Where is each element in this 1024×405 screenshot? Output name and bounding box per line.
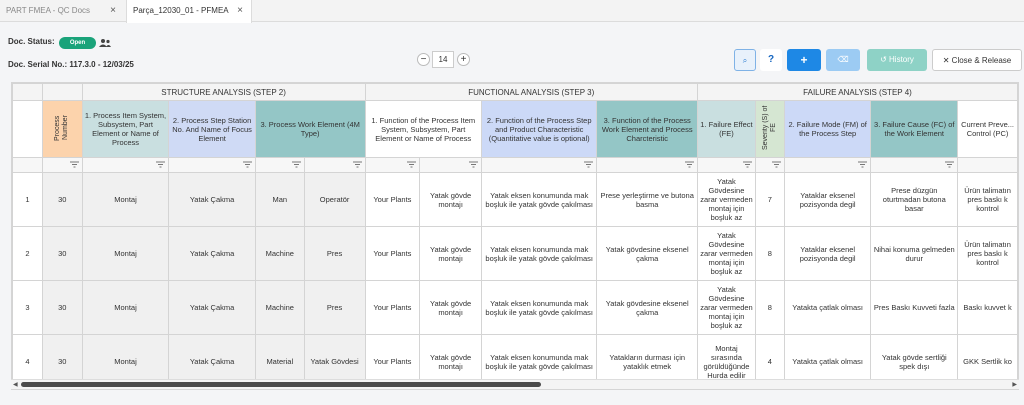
group-cell-empty (13, 84, 43, 101)
function-item-cell[interactable]: Your Plants (365, 227, 420, 281)
filter-cell[interactable] (365, 158, 420, 173)
process-item-cell[interactable]: Montaj (82, 173, 169, 227)
filter-cell[interactable] (169, 158, 256, 173)
filter-icon (353, 161, 362, 168)
row-index: 3 (13, 281, 43, 335)
status-badge[interactable] (59, 37, 96, 49)
work-element-cell[interactable]: Pres (304, 227, 365, 281)
group-failure-analysis: FAILURE ANALYSIS (STEP 4) (697, 84, 1017, 101)
table-row[interactable] (13, 281, 1018, 335)
tab-part-fmea[interactable] (0, 0, 124, 22)
group-structure-analysis: STRUCTURE ANALYSIS (STEP 2) (82, 84, 365, 101)
failure-mode-cell[interactable]: Yatakta çatlak olması (784, 281, 871, 335)
function-item-detail-cell[interactable]: Yatak gövde montajı (420, 335, 482, 389)
row-index: 2 (13, 227, 43, 281)
function-step-cell[interactable]: Yatak eksen konumunda mak boşluk ile yatak gövde çakılması (481, 281, 596, 335)
tab-pfmea[interactable] (126, 0, 252, 23)
eraser-icon: ⌫ (837, 55, 849, 64)
failure-cause-cell[interactable]: Yatak gövde sertliği spek dışı (871, 335, 958, 389)
failure-effect-cell[interactable]: Yatak Gövdesine zarar vermeden montaj için boşluk az (697, 227, 755, 281)
function-item-cell[interactable]: Your Plants (365, 173, 420, 227)
process-item-cell[interactable]: Montaj (82, 227, 169, 281)
filter-cell (13, 158, 43, 173)
filter-icon (70, 161, 79, 168)
scroll-right-icon[interactable]: ▶ (1012, 382, 1017, 388)
header-function-step[interactable]: 2. Function of the Process Step and Product Characteristic (Quantitative value is optional) (481, 101, 596, 158)
function-item-cell[interactable]: Your Plants (365, 281, 420, 335)
prevention-control-cell[interactable]: Ürün talimatın pres baskı k kontrol (958, 227, 1018, 281)
process-step-cell[interactable]: Yatak Çakma (169, 281, 256, 335)
filter-cell[interactable] (42, 158, 82, 173)
function-work-element-cell[interactable]: Prese yerleştirme ve butona basma (597, 173, 698, 227)
filter-icon (685, 161, 694, 168)
filter-icon (945, 161, 954, 168)
row-index: 1 (13, 173, 43, 227)
function-work-element-cell[interactable]: Yatakların durması için yataklık etmek (597, 335, 698, 389)
function-step-cell[interactable]: Yatak eksen konumunda mak boşluk ile yatak gövde çakılması (481, 173, 596, 227)
header-failure-effect[interactable]: 1. Failure Effect (FE) (697, 101, 755, 158)
header-prevention-control[interactable]: Current Preve... Control (PC) (958, 101, 1018, 158)
severity-cell[interactable]: 8 (755, 227, 784, 281)
filter-cell[interactable] (420, 158, 482, 173)
group-cell-empty (42, 84, 82, 101)
close-icon[interactable]: × (237, 5, 243, 16)
filter-cell[interactable] (871, 158, 958, 173)
process-step-cell[interactable]: Yatak Çakma (169, 335, 256, 389)
severity-cell[interactable]: 7 (755, 173, 784, 227)
filter-cell[interactable] (481, 158, 596, 173)
header-severity[interactable] (755, 101, 784, 158)
failure-cause-cell[interactable]: Prese düzgün oturtmadan butona basar (871, 173, 958, 227)
prevention-control-cell[interactable]: Ürün talimatın pres baskı k kontrol (958, 173, 1018, 227)
header-failure-mode[interactable]: 2. Failure Mode (FM) of the Process Step (784, 101, 871, 158)
scrollbar-thumb[interactable] (21, 382, 541, 387)
header-label: Process Number (54, 115, 70, 141)
header-process-number[interactable] (42, 101, 82, 158)
tab-label: PART FMEA - QC Docs (6, 6, 91, 15)
header-function-item[interactable]: 1. Function of the Process Item System, Subsystem, Part Element or Name of Process (365, 101, 481, 158)
filter-icon (584, 161, 593, 168)
filter-icon (292, 161, 301, 168)
filter-icon (743, 161, 752, 168)
filter-icon (243, 161, 252, 168)
process-number-cell[interactable]: 30 (42, 335, 82, 389)
plus-icon: + (800, 53, 808, 67)
help-icon: ? (767, 54, 775, 65)
work-element-cell[interactable]: Operatör (304, 173, 365, 227)
group-functional-analysis: FUNCTIONAL ANALYSIS (STEP 3) (365, 84, 697, 101)
decrement-button[interactable]: − (417, 53, 430, 66)
filter-cell[interactable] (755, 158, 784, 173)
close-icon[interactable]: × (110, 5, 116, 16)
failure-mode-cell[interactable]: Yatakta çatlak olması (784, 335, 871, 389)
function-item-detail-cell[interactable]: Yatak gövde montajı (420, 227, 482, 281)
filter-cell[interactable] (255, 158, 304, 173)
failure-effect-cell[interactable]: Montaj sırasında görüldüğünde Hurda edilir (697, 335, 755, 389)
pfmea-table (12, 83, 1018, 389)
header-process-item[interactable]: 1. Process Item System, Subsystem, Part Element or Name of Process (82, 101, 169, 158)
header-process-step[interactable]: 2. Process Step Station No. And Name of Focus Element (169, 101, 256, 158)
group-header-row (13, 84, 1018, 101)
header-label: Severity (S) of FE (761, 105, 777, 151)
filter-icon (772, 161, 781, 168)
filter-cell[interactable] (304, 158, 365, 173)
work-element-cell[interactable]: Pres (304, 281, 365, 335)
header-function-work-element[interactable]: 3. Function of the Process Work Element and Process Charcteristic (597, 101, 698, 158)
column-header-row (13, 101, 1018, 158)
filter-icon (469, 161, 478, 168)
process-step-cell[interactable]: Yatak Çakma (169, 227, 256, 281)
header-work-element[interactable]: 3. Process Work Element (4M Type) (255, 101, 365, 158)
header-failure-cause[interactable]: 3. Failure Cause (FC) of the Work Element (871, 101, 958, 158)
search-icon: ⌕ (742, 56, 748, 65)
process-item-cell[interactable]: Montaj (82, 281, 169, 335)
process-number-cell[interactable]: 30 (42, 173, 82, 227)
function-item-cell[interactable]: Your Plants (365, 335, 420, 389)
filter-cell[interactable] (82, 158, 169, 173)
history-icon: ↺ (880, 55, 890, 64)
close-release-label: Close & Release (951, 56, 1012, 65)
work-element-cell[interactable]: Yatak Gövdesi (304, 335, 365, 389)
tab-label: Parça_12030_01 - PFMEA (133, 6, 229, 15)
increment-button[interactable]: + (457, 53, 470, 66)
row-index: 4 (13, 335, 43, 389)
horizontal-scrollbar[interactable] (11, 379, 1019, 389)
four-m-type-cell[interactable]: Man (255, 173, 304, 227)
table-row[interactable] (13, 227, 1018, 281)
failure-mode-cell[interactable]: Yataklar eksenel pozisyonda degil (784, 227, 871, 281)
failure-cause-cell[interactable]: Nihai konuma gelmeden durur (871, 227, 958, 281)
clear-button[interactable] (826, 49, 860, 71)
failure-mode-cell[interactable]: Yataklar eksenel pozisyonda degil (784, 173, 871, 227)
help-button[interactable] (760, 49, 782, 71)
revision-stepper-value[interactable]: 14 (432, 51, 454, 68)
four-m-type-cell[interactable]: Machine (255, 227, 304, 281)
doc-serial (8, 60, 134, 69)
prevention-control-cell[interactable]: GKK Sertlik ko (958, 335, 1018, 389)
filter-cell[interactable] (784, 158, 871, 173)
filter-icon (407, 161, 416, 168)
serial-value: 117.3.0 - 12/03/25 (69, 60, 134, 69)
users-icon[interactable] (99, 38, 111, 48)
process-item-cell[interactable]: Montaj (82, 335, 169, 389)
filter-icon (156, 161, 165, 168)
status-text: Open (69, 40, 86, 46)
scroll-left-icon[interactable]: ◀ (13, 382, 18, 388)
filter-icon (858, 161, 867, 168)
doc-status-label: Doc. Status: (8, 37, 55, 46)
filter-cell[interactable] (597, 158, 698, 173)
function-step-cell[interactable]: Yatak eksen konumunda mak boşluk ile yatak gövde çakılması (481, 227, 596, 281)
four-m-type-cell[interactable]: Material (255, 335, 304, 389)
severity-cell[interactable]: 8 (755, 281, 784, 335)
filter-cell[interactable] (958, 158, 1018, 173)
failure-effect-cell[interactable]: Yatak Gövdesine zarar vermeden montaj için boşluk az (697, 173, 755, 227)
table-row[interactable] (13, 173, 1018, 227)
search-button[interactable] (734, 49, 756, 71)
add-button[interactable] (787, 49, 821, 71)
function-work-element-cell[interactable]: Yatak gövdesine eksenel çakma (597, 227, 698, 281)
pfmea-grid (11, 82, 1019, 390)
close-icon: ✕ (942, 56, 952, 65)
header-index (13, 101, 43, 158)
filter-cell[interactable] (697, 158, 755, 173)
function-item-detail-cell[interactable]: Yatak gövde montajı (420, 173, 482, 227)
function-work-element-cell[interactable]: Yatak gövdesine eksenel çakma (597, 281, 698, 335)
filter-row (13, 158, 1018, 173)
tab-bar (0, 0, 1024, 22)
history-label: History (889, 55, 914, 64)
process-number-cell[interactable]: 30 (42, 281, 82, 335)
process-step-cell[interactable]: Yatak Çakma (169, 173, 256, 227)
serial-label: Doc. Serial No.: (8, 60, 68, 69)
failure-cause-cell[interactable]: Pres Baskı Kuvveti fazla (871, 281, 958, 335)
failure-effect-cell[interactable]: Yatak Gövdesine zarar vermeden montaj için boşluk az (697, 281, 755, 335)
close-release-button[interactable] (932, 49, 1022, 71)
process-number-cell[interactable]: 30 (42, 227, 82, 281)
prevention-control-cell[interactable]: Baskı kuvvet k (958, 281, 1018, 335)
four-m-type-cell[interactable]: Machine (255, 281, 304, 335)
function-step-cell[interactable]: Yatak eksen konumunda mak boşluk ile yatak gövde çakılması (481, 335, 596, 389)
severity-cell[interactable]: 4 (755, 335, 784, 389)
history-button[interactable] (867, 49, 927, 71)
function-item-detail-cell[interactable]: Yatak gövde montajı (420, 281, 482, 335)
